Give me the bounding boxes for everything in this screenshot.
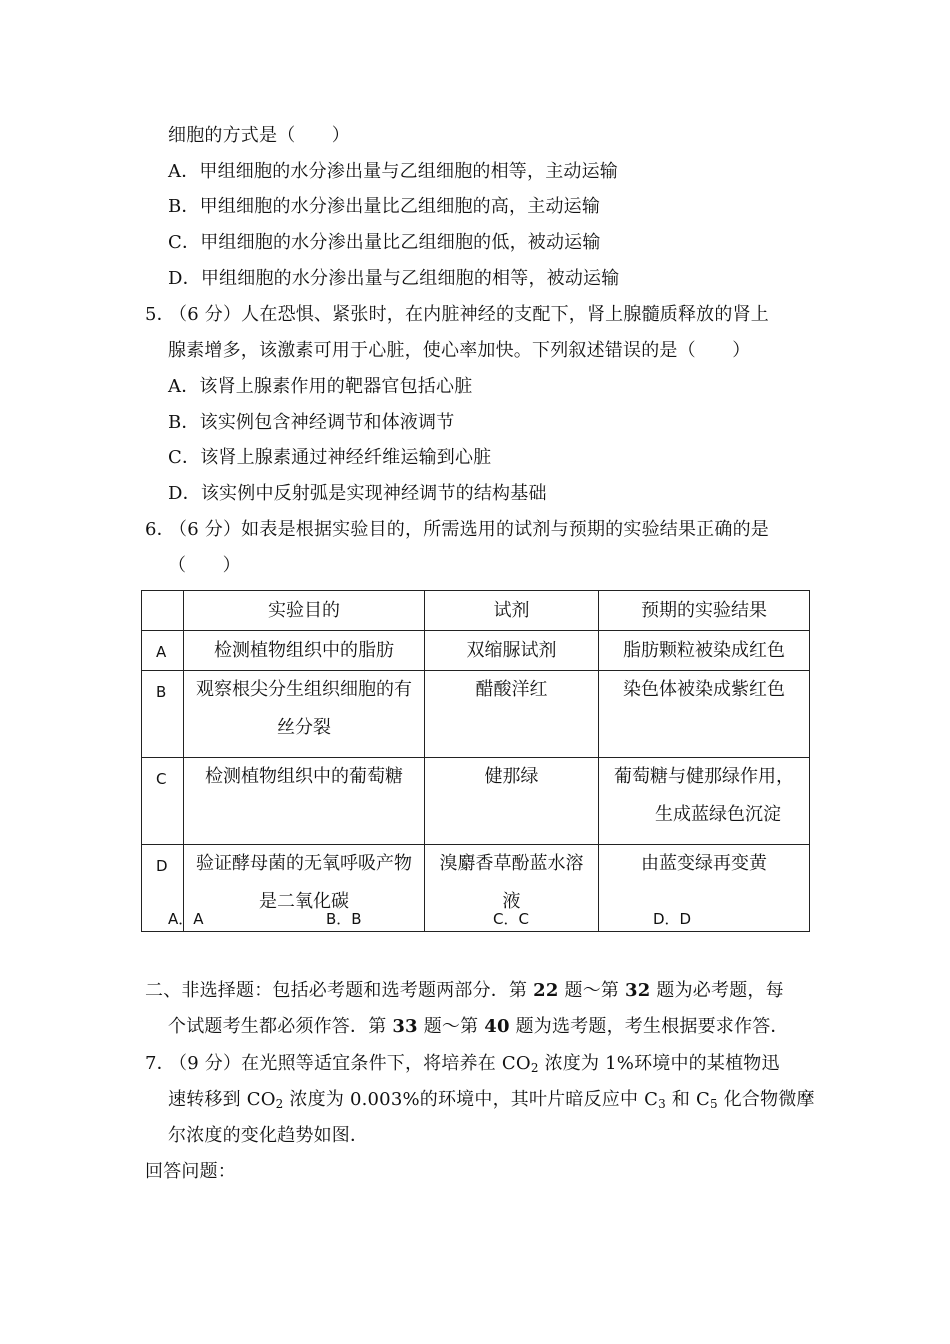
q7-stem-line2: 速转移到 $CO_2$ 浓度为 0.003%的环境中，其叶片暗反应中 $C_3$ 和 $C_5$ 化合物微摩 — [168, 1089, 815, 1111]
q7-stem-line1: 7．（9 分）在光照等适宜条件下，将培养在 $CO_2$ 浓度为 1%环境中的某植物迅 — [145, 1053, 780, 1075]
q4-option-c: C．甲组细胞的水分渗出量比乙组细胞的低，被动运输 — [168, 232, 601, 253]
q5-stem-line1: 5．（6 分）人在恐惧、紧张时，在内脏神经的支配下，肾上腺髓质释放的肾上 — [145, 304, 769, 325]
section2-heading-line1: 二、非选择题：包括必考题和选考题两部分．第 22 题～第 32 题为必考题，每 — [145, 980, 784, 1001]
row-label: B — [142, 671, 184, 758]
row-label: A — [142, 631, 184, 671]
table-row — [142, 671, 810, 758]
q6-stem-line1: 6．（6 分）如表是根据实验目的，所需选用的试剂与预期的实验结果正确的是 — [145, 519, 769, 540]
table-header-cell: 预期的实验结果 — [599, 591, 810, 631]
q4-option-b: B．甲组细胞的水分渗出量比乙组细胞的高，主动运输 — [168, 196, 601, 217]
q6-stem-line2: （ ） — [168, 555, 241, 576]
table-header-row — [142, 591, 810, 631]
result-cell: 脂肪颗粒被染成红色 — [599, 631, 810, 671]
section2-heading-line2: 个试题考生都必须作答．第 33 题～第 40 题为选考题，考生根据要求作答． — [168, 1016, 789, 1037]
result-cell: 葡萄糖与健那绿作用， 生成蓝绿色沉淀 — [599, 758, 810, 845]
purpose-cell: 验证酵母菌的无氧呼吸产物 是二氧化碳 — [184, 845, 425, 932]
result-cell: 由蓝变绿再变黄 — [599, 845, 810, 932]
q5-option-b: B．该实例包含神经调节和体液调节 — [168, 412, 455, 433]
table-header-cell — [142, 591, 184, 631]
q4-stem-tail: 细胞的方式是（ ） — [168, 125, 350, 146]
choice-a: A．A — [168, 910, 204, 928]
experiment-table — [141, 590, 810, 932]
reagent-cell: 双缩脲试剂 — [425, 631, 599, 671]
answer-prompt: 回答问题： — [145, 1161, 236, 1182]
reagent-cell: 健那绿 — [425, 758, 599, 845]
purpose-cell: 检测植物组织中的葡萄糖 — [184, 758, 425, 845]
row-label: C — [142, 758, 184, 845]
table-row — [142, 758, 810, 845]
table-header-cell: 试剂 — [425, 591, 599, 631]
q4-option-a: A．甲组细胞的水分渗出量与乙组细胞的相等，主动运输 — [168, 161, 619, 182]
table-row — [142, 845, 810, 932]
q5-option-a: A．该肾上腺素作用的靶器官包括心脏 — [168, 376, 473, 397]
choice-b: B．B — [326, 910, 362, 928]
choice-d: D．D — [653, 910, 692, 928]
q5-stem-line2: 腺素增多，该激素可用于心脏，使心率加快。下列叙述错误的是（ ） — [168, 340, 751, 361]
result-cell: 染色体被染成紫红色 — [599, 671, 810, 758]
purpose-cell: 检测植物组织中的脂肪 — [184, 631, 425, 671]
reagent-cell: 溴麝香草酚蓝水溶 液 — [425, 845, 599, 932]
q5-option-d: D．该实例中反射弧是实现神经调节的结构基础 — [168, 483, 547, 504]
table-row — [142, 631, 810, 671]
purpose-cell: 观察根尖分生组织细胞的有 丝分裂 — [184, 671, 425, 758]
table-header-cell: 实验目的 — [184, 591, 425, 631]
q4-option-d: D．甲组细胞的水分渗出量与乙组细胞的相等，被动运输 — [168, 268, 620, 289]
q7-stem-line3: 尔浓度的变化趋势如图． — [168, 1125, 369, 1146]
choice-c: C．C — [493, 910, 529, 928]
row-label: D — [142, 845, 184, 932]
q5-option-c: C．该肾上腺素通过神经纤维运输到心脏 — [168, 447, 492, 468]
reagent-cell: 醋酸洋红 — [425, 671, 599, 758]
